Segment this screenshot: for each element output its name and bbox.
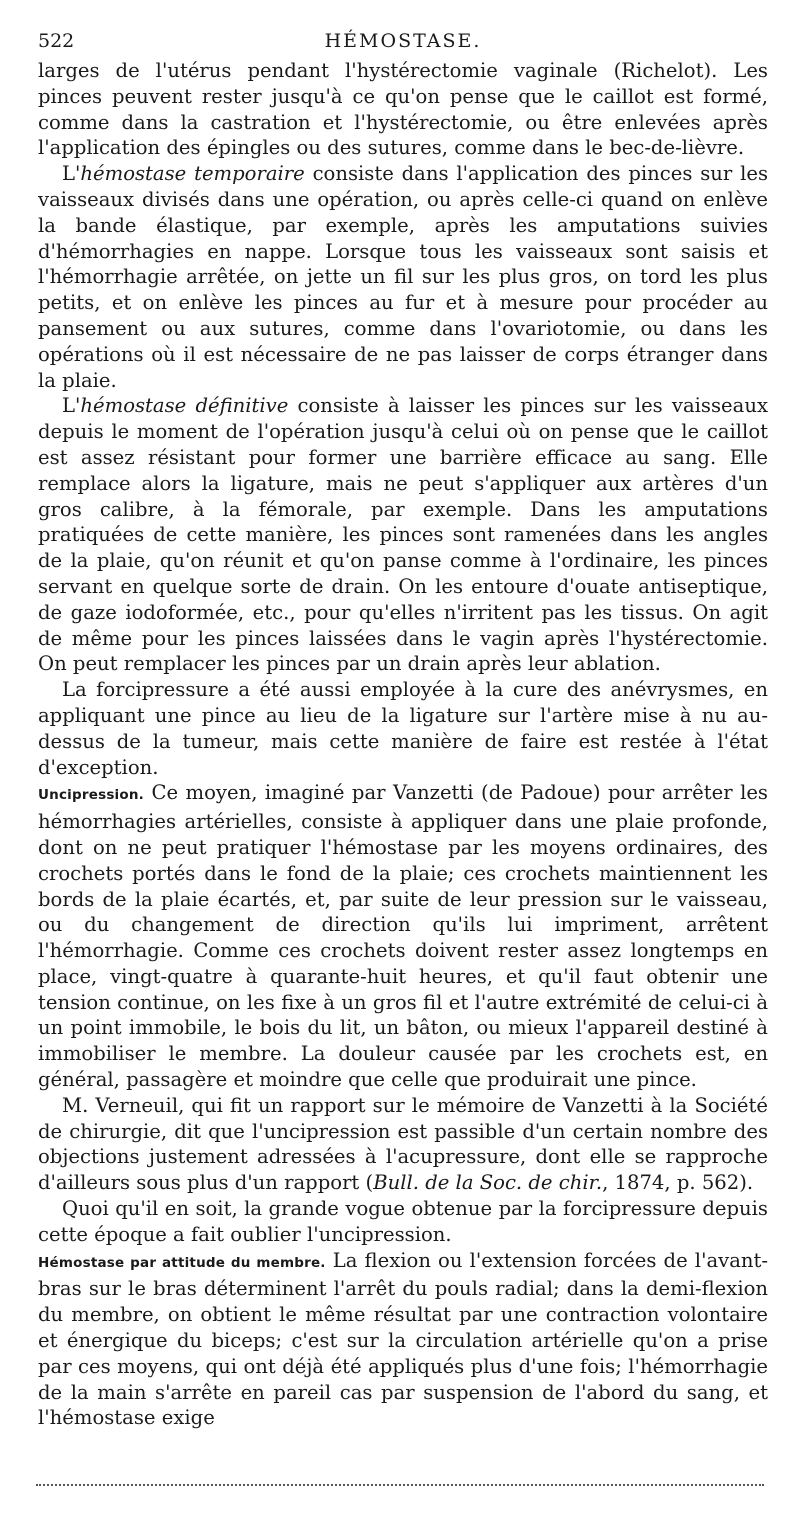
paragraph-body: Ce moyen, imaginé par Vanzetti (de Padoue) pour arrêter les hémorrhagies artérielles, consiste à appliquer dans une plaie profonde, dont on ne peut pratiquer l'hémostase par les moyens ordinaires, des crochets portés dans le fond de la plaie; ces crochets maintiennent les bords de la plaie écartés, et, par suite de leur pression sur le vaisseau, ou du changement de direction qu'ils lui impriment, arrêtent l'hémorrhagie. Comme ces crochets doivent rester assez longtemps en place, vingt-quatre à quarante-huit heures, et qu'il faut obtenir une tension continue, on les fixe à un gros fil et l'autre extrémité de celui-ci à un point immobile, le bois du lit, un bâton, ou mieux l'appareil destiné à immobiliser le membre. La douleur causée par les crochets est, en général, passagère et moindre que celle que produirait une pince. — [38, 781, 768, 1092]
section-heading: Hémostase par attitude du membre. — [38, 1254, 326, 1271]
body-text — [38, 58, 768, 1431]
footer-dotted-rule — [36, 1484, 764, 1486]
paragraph-hemostase-temporaire — [38, 161, 768, 393]
paragraph-body: consiste dans l'application des pinces sur les vaisseaux divisés dans une opération, ou après celle-ci quand on enlève la bande élastique, par exemple, après les amputations suivies d'hémorrhagies en nappe. Lorsque tous les vaisseaux sont saisis et l'hémorrhagie arrêtée, on jette un fil sur les plus gros, on tord les plus petits, et on enlève les pinces au fur et à mesure pour procéder au pansement ou aux sutures, comme dans l'ovariotomie, ou dans les opérations où il est nécessaire de ne pas laisser de corps étranger dans la plaie. — [38, 162, 768, 392]
paragraph-verneuil — [38, 1093, 768, 1196]
paragraph-body: La flexion ou l'extension forcées de l'avant-bras sur le bras déterminent l'arrêt du pouls radial; dans la demi-flexion du membre, on obtient le même résultat par une contraction volontaire et énergique du biceps; c'est sur la circulation artérielle qu'on a prise par ces moyens, qui ont déjà été appliqués plus d'une fois; l'hémorrhagie de la main s'arrête en pareil cas par suspension de l'abord du sang, et l'hémostase exige — [38, 1248, 768, 1430]
italic-term: hémostase définitive — [80, 394, 289, 418]
paragraph-body: consiste à laisser les pinces sur les vaisseaux depuis le moment de l'opération jusqu'à celui où on pense que le caillot est assez résistant pour former une barrière efficace au sang. Elle remplace alors la ligature, mais ne peut s'appliquer aux artères d'un gros calibre, à la fémorale, par exemple. Dans les amputations pratiquées de cette manière, les pinces sont ramenées dans les angles de la plaie, qu'on réunit et qu'on panse comme à l'ordinaire, les pinces servant en quelque sorte de drain. On les entoure d'ouate antiseptique, de gaze iodoformée, etc., pour qu'elles n'irritent pas les tissus. On agit de même pour les pinces laissées dans le vagin après l'hystérectomie. On peut remplacer les pinces par un drain après leur ablation. — [38, 394, 768, 676]
section-uncipression — [38, 780, 768, 1093]
section-attitude-membre — [38, 1248, 768, 1432]
paragraph-lead: L' — [62, 162, 81, 186]
paragraph-anevrysmes: La forcipressure a été aussi employée à la cure des anévrysmes, en appliquant une pince au lieu de la ligature sur l'artère mise à nu au-dessus de la tumeur, mais cette manière de faire est restée à l'état d'exception. — [38, 678, 768, 779]
page-header — [38, 30, 768, 58]
page-number: 522 — [38, 30, 75, 52]
paragraph-conclusion: Quoi qu'il en soit, la grande vogue obtenue par la forcipressure depuis cette époque a fait oublier l'uncipression. — [38, 1197, 768, 1246]
paragraph-lead: M. Verneuil, qui fit un rapport sur le mémoire de Vanzetti à la Société de chirurgie, dit que l'uncipression est passible d'un certain nombre des objections justement adressées à l'acupressure, dont elle se rapproche d'ailleurs sous plus d'un rapport ( — [38, 1093, 768, 1195]
paragraph-continuation: larges de l'utérus pendant l'hystérectomie vaginale (Richelot). Les pinces peuvent rester jusqu'à ce qu'on pense que le caillot est formé, comme dans la castration et l'hystérectomie, ou être enlevées après l'application des épingles ou des sutures, comme dans le bec-de-lièvre. — [38, 59, 768, 160]
running-title: HÉMOSTASE. — [324, 30, 482, 52]
section-heading: Uncipression. — [38, 787, 144, 804]
italic-term: hémostase temporaire — [80, 162, 305, 186]
paragraph-lead: L' — [62, 394, 81, 418]
paragraph-hemostase-definitive — [38, 393, 768, 677]
book-page — [38, 30, 768, 1431]
paragraph-body: , 1874, p. 562). — [602, 1171, 754, 1195]
citation: Bull. de la Soc. de chir. — [373, 1171, 603, 1195]
